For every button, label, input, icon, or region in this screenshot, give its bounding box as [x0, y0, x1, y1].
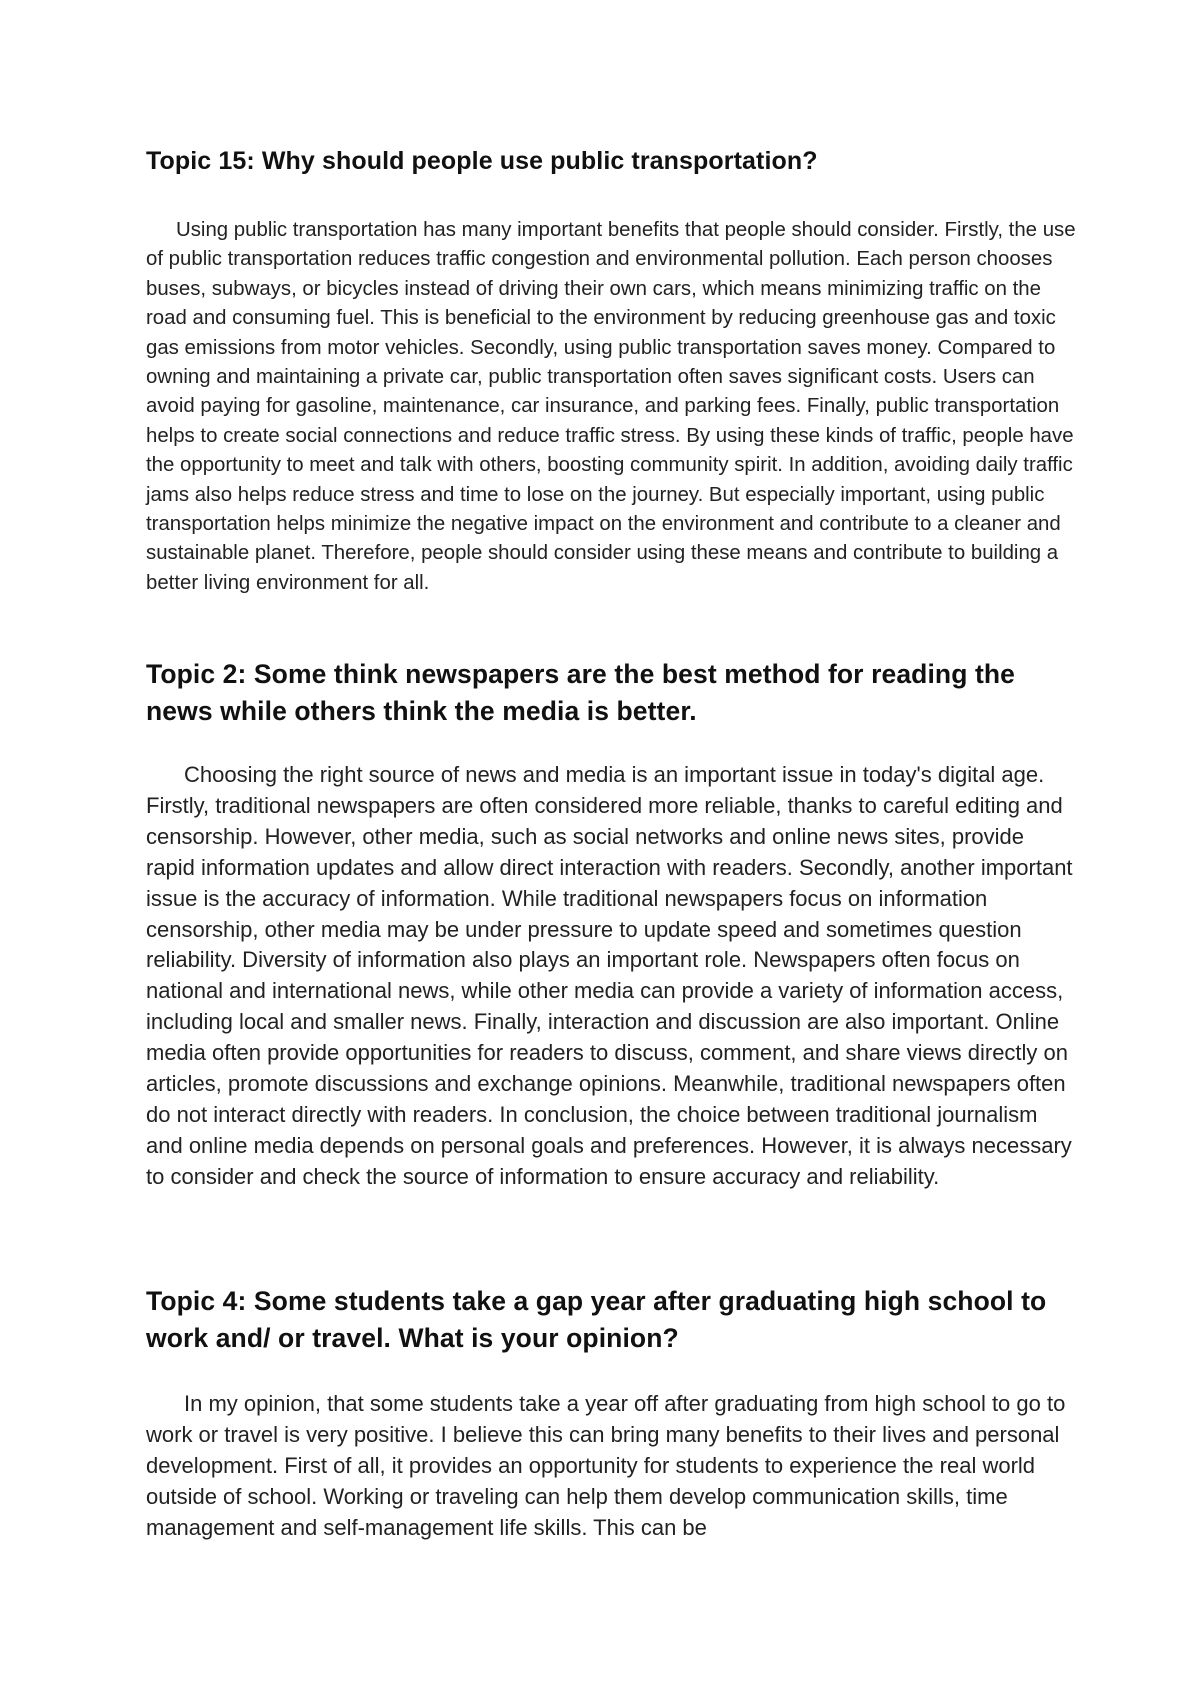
section-title-topic-2: Topic 2: Some think newspapers are the best method for reading the news while others think the media is better. — [146, 659, 1015, 726]
section-title-topic-15: Topic 15: Why should people use public transportation? — [146, 147, 818, 175]
section-title-topic-4: Topic 4: Some students take a gap year after graduating high school to work and/ or travel. What is your opinion? — [146, 1286, 1047, 1353]
section-body-topic-15: Using public transportation has many important benefits that people should consider. Firstly, the use of public transportation reduces traffic congestion and environmental pollution. Each person chooses buses, subways, or bicycles instead of driving their own cars, which means minimizing traffic on the road and consuming fuel. This is beneficial to the environment by reducing greenhouse gas and toxic gas emissions from motor vehicles. Secondly, using public transportation saves money. Compared to owning and maintaining a private car, public transportation often saves significant costs. Users can avoid paying for gasoline, maintenance, car insurance, and parking fees. Finally, public transportation helps to create social connections and reduce traffic stress. By using these kinds of traffic, people have the opportunity to meet and talk with others, boosting community spirit. In addition, avoiding daily traffic jams also helps reduce stress and time to lose on the journey. But especially important, using public transportation helps minimize the negative impact on the environment and contribute to a cleaner and sustainable planet. Therefore, people should consider using these means and contribute to building a better living environment for all. — [146, 219, 1076, 594]
section-body-topic-2: Choosing the right source of news and media is an important issue in today's digital age. Firstly, traditional newspapers are often considered more reliable, thanks to careful editing and censorship. However, other media, such as social networks and online news sites, provide rapid information updates and allow direct interaction with readers. Secondly, another important issue is the accuracy of information. While traditional newspapers focus on information censorship, other media may be under pressure to update speed and sometimes question reliability. Diversity of information also plays an important role. Newspapers often focus on national and international news, while other media can provide a variety of information access, including local and smaller news. Finally, interaction and discussion are also important. Online media often provide opportunities for readers to discuss, comment, and share views directly on articles, promote discussions and exchange opinions. Meanwhile, traditional newspapers often do not interact directly with readers. In conclusion, the choice between traditional journalism and online media depends on personal goals and preferences. However, it is always necessary to consider and check the source of information to ensure accuracy and reliability. — [146, 762, 1073, 1189]
section-body-topic-4: In my opinion, that some students take a year off after graduating from high school to go to work or travel is very positive. I believe this can bring many benefits to their lives and personal development. First of all, it provides an opportunity for students to experience the real world outside of school. Working or traveling can help them develop communication skills, time management and self-management life skills. This can be — [146, 1391, 1066, 1540]
